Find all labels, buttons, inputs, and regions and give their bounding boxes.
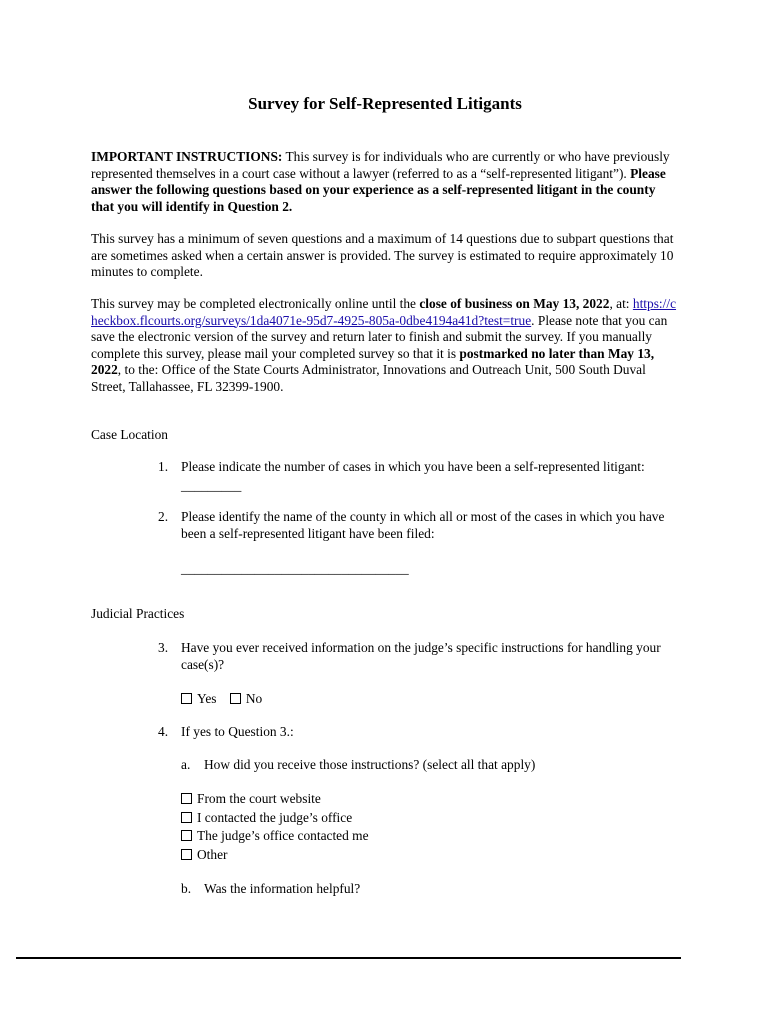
option-label: The judge’s office contacted me: [197, 828, 369, 843]
question-text: If yes to Question 3.:: [181, 724, 294, 739]
completion-text-1: This survey may be completed electronically online until the: [91, 296, 420, 311]
yes-no-choices: [181, 691, 272, 707]
section-case-location: Case Location: [91, 427, 168, 442]
checkbox-icon[interactable]: [181, 793, 192, 804]
checkbox-icon[interactable]: [181, 812, 192, 823]
option-label: From the court website: [197, 791, 321, 806]
completion-text-2: , at:: [609, 296, 633, 311]
question-4b: [181, 881, 360, 897]
question-4a: [181, 757, 535, 773]
survey-length-paragraph: This survey has a minimum of seven questions and a maximum of 14 questions due to subpart questions that are sometimes asked when a certain answer is provided. The survey is estimated to require approximately 10 minutes to complete.: [91, 231, 674, 279]
checkbox-icon[interactable]: [181, 693, 192, 704]
instructions-label: IMPORTANT INSTRUCTIONS:: [91, 149, 283, 164]
question-4: [158, 724, 683, 741]
section-judicial-practices: Judicial Practices: [91, 606, 185, 621]
completion-text-4: , to the: Office of the State Courts Administrator, Innovations and Outreach Unit, 500 South Duval Street, Tallahassee, FL 32399-1900.: [91, 362, 646, 394]
question-text: Have you ever received information on the judge’s specific instructions for handling your case(s)?: [181, 640, 661, 672]
option-label: I contacted the judge’s office: [197, 809, 353, 825]
question-number: 2.: [158, 509, 169, 524]
survey-link[interactable]: https://checkbox.flcourts.org/surveys/1da4071e-95d7-4925-805a-0dbe4194a41d?test=true: [91, 296, 677, 328]
instruction-source-options: [181, 790, 369, 864]
sub-question-text: How did you receive those instructions? (select all that apply): [204, 757, 536, 772]
completion-paragraph: [91, 296, 681, 395]
instructions-text: This survey is for individuals who are currently or who have previously represented themselves in a court case without a lawyer (referred to as a “self-represented litigant”).: [91, 149, 670, 181]
option-contacted-judge[interactable]: [181, 809, 369, 828]
sub-question-text: Was the information helpful?: [204, 881, 361, 896]
question-number: 1.: [158, 459, 169, 474]
checkbox-icon[interactable]: [181, 849, 192, 860]
checkbox-icon[interactable]: [181, 830, 192, 841]
no-label: No: [245, 691, 263, 706]
question-text: Please indicate the number of cases in which you have been a self-represented litigant:: [181, 459, 645, 474]
question-3: [158, 640, 683, 673]
yes-label: Yes: [197, 691, 217, 706]
option-judge-contacted-me[interactable]: [181, 827, 369, 846]
question-number: 3.: [158, 640, 169, 655]
option-court-website[interactable]: [181, 790, 369, 809]
footer-divider: [16, 957, 681, 959]
answer-blank-q1[interactable]: _________: [181, 478, 242, 493]
instructions-paragraph: [91, 149, 681, 215]
option-other[interactable]: [181, 846, 369, 865]
question-1: [158, 459, 683, 476]
instructions-bold-text: Please answer the following questions based on your experience as a self-represented litigant in the county that you will identify in Question 2.: [91, 165, 666, 214]
answer-blank-q2[interactable]: __________________________________: [181, 561, 409, 576]
option-label: Other: [197, 846, 228, 862]
question-text: Please identify the name of the county in which all or most of the cases in which you have been a self-represented litigant have been filed:: [181, 509, 665, 541]
no-option[interactable]: [230, 691, 262, 706]
deadline-bold: close of business on May 13, 2022: [419, 296, 610, 311]
checkbox-icon[interactable]: [230, 693, 241, 704]
yes-option[interactable]: [181, 691, 216, 706]
sub-letter: a.: [181, 757, 191, 772]
question-number: 4.: [158, 724, 169, 739]
sub-letter: b.: [181, 881, 192, 896]
completion-text-3: . Please note that you can save the electronic version of the survey and return later to finish and submit the survey. If you manually complete this survey, please mail your completed survey so that it is: [91, 312, 668, 361]
page-title: Survey for Self-Represented Litigants: [248, 94, 522, 113]
question-2: [158, 509, 683, 542]
postmark-bold: postmarked no later than May 13, 2022: [91, 345, 655, 377]
